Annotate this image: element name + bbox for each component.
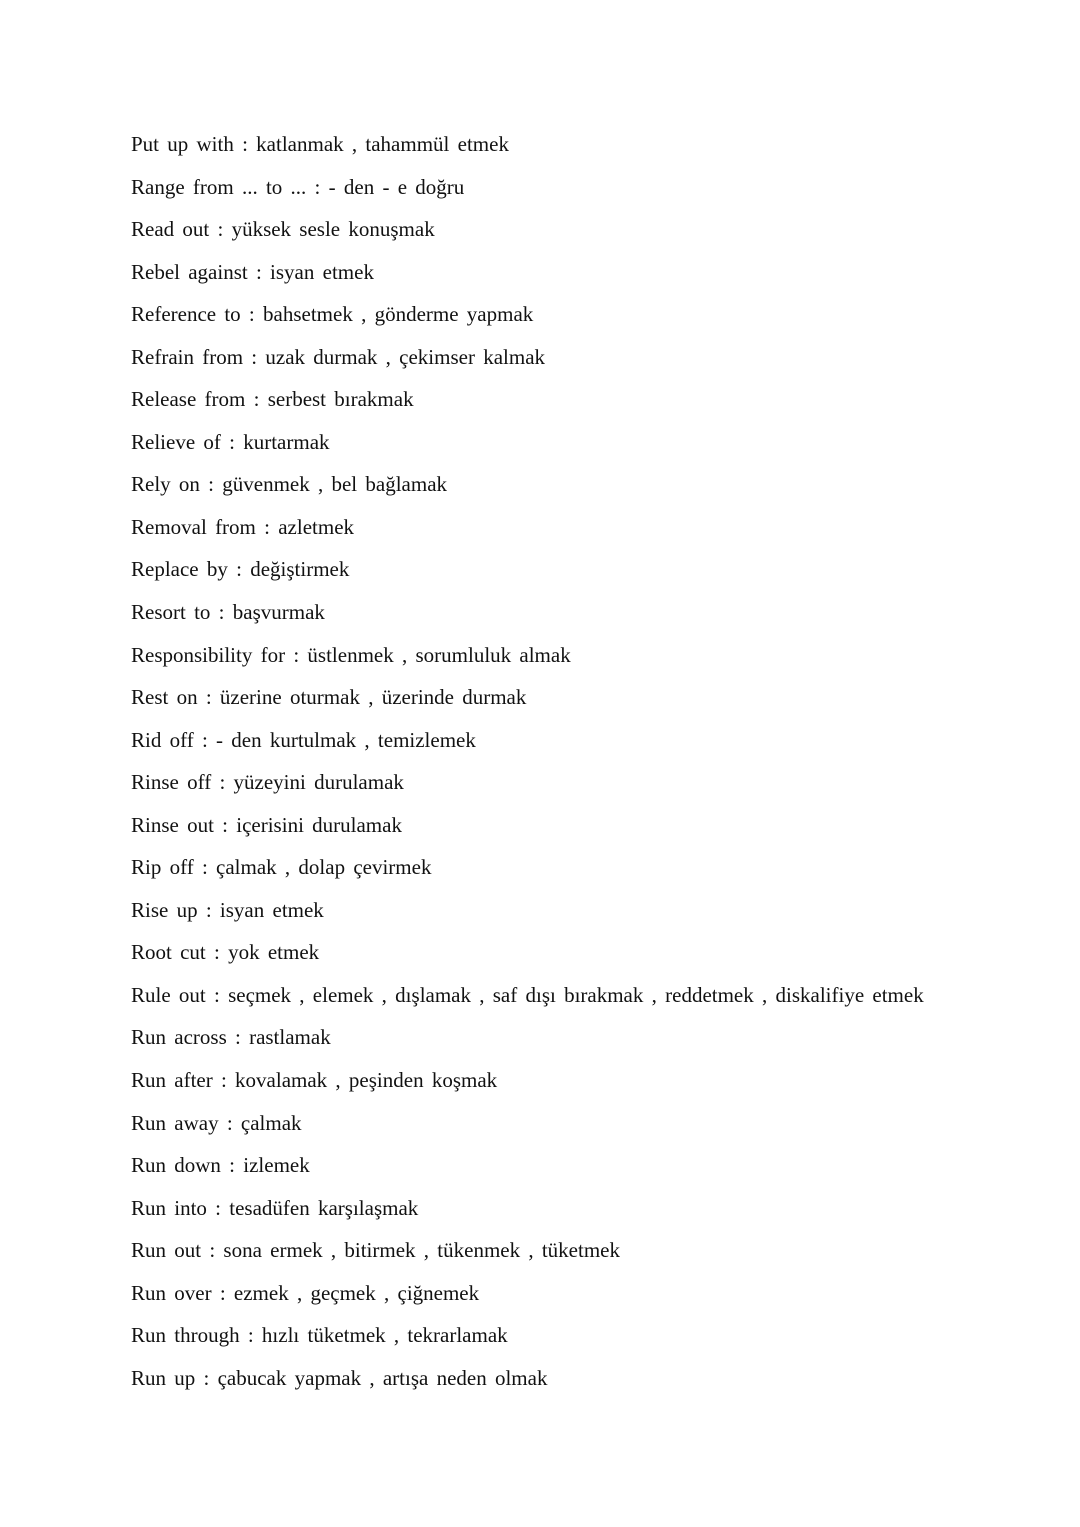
list-item: Rinse off : yüzeyini durulamak bbox=[131, 770, 404, 795]
list-item: Rest on : üzerine oturmak , üzerinde durmak bbox=[131, 685, 527, 710]
list-item: Range from ... to ... : - den - e doğru bbox=[131, 174, 465, 199]
list-item: Rid off : - den kurtulmak , temizlemek bbox=[131, 727, 476, 752]
list-item: Responsibility for : üstlenmek , sorumluluk almak bbox=[131, 642, 571, 667]
list-item: Rinse out : içerisini durulamak bbox=[131, 812, 402, 837]
list-item: Put up with : katlanmak , tahammül etmek bbox=[131, 132, 509, 156]
list-item: Run up : çabucak yapmak , artışa neden olmak bbox=[131, 1365, 548, 1390]
list-item: Relieve of : kurtarmak bbox=[131, 429, 330, 454]
list-item: Run away : çalmak bbox=[131, 1110, 302, 1135]
list-item: Rule out : seçmek , elemek , dışlamak , saf dışı bırakmak , reddetmek , diskalifiye etmek bbox=[131, 982, 924, 1007]
phrasal-verb-list bbox=[131, 124, 924, 1400]
list-item: Run out : sona ermek , bitirmek , tükenmek , tüketmek bbox=[131, 1238, 620, 1263]
list-item: Rely on : güvenmek , bel bağlamak bbox=[131, 472, 448, 497]
list-item: Replace by : değiştirmek bbox=[131, 557, 350, 582]
list-item: Release from : serbest bırakmak bbox=[131, 387, 414, 412]
list-item: Run through : hızlı tüketmek , tekrarlamak bbox=[131, 1323, 508, 1348]
list-item: Read out : yüksek sesle konuşmak bbox=[131, 217, 435, 242]
list-item: Root cut : yok etmek bbox=[131, 940, 320, 965]
list-item: Rip off : çalmak , dolap çevirmek bbox=[131, 855, 432, 880]
list-item: Run over : ezmek , geçmek , çiğnemek bbox=[131, 1280, 480, 1305]
list-item: Run across : rastlamak bbox=[131, 1025, 331, 1050]
list-item: Removal from : azletmek bbox=[131, 514, 355, 539]
list-item: Run down : izlemek bbox=[131, 1153, 310, 1178]
list-item: Refrain from : uzak durmak , çekimser kalmak bbox=[131, 344, 546, 369]
list-item: Run after : kovalamak , peşinden koşmak bbox=[131, 1068, 498, 1093]
list-item: Rise up : isyan etmek bbox=[131, 897, 324, 922]
list-item: Run into : tesadüfen karşılaşmak bbox=[131, 1195, 419, 1220]
list-item: Reference to : bahsetmek , gönderme yapmak bbox=[131, 302, 534, 327]
list-item: Resort to : başvurmak bbox=[131, 600, 325, 625]
list-item: Rebel against : isyan etmek bbox=[131, 259, 374, 284]
